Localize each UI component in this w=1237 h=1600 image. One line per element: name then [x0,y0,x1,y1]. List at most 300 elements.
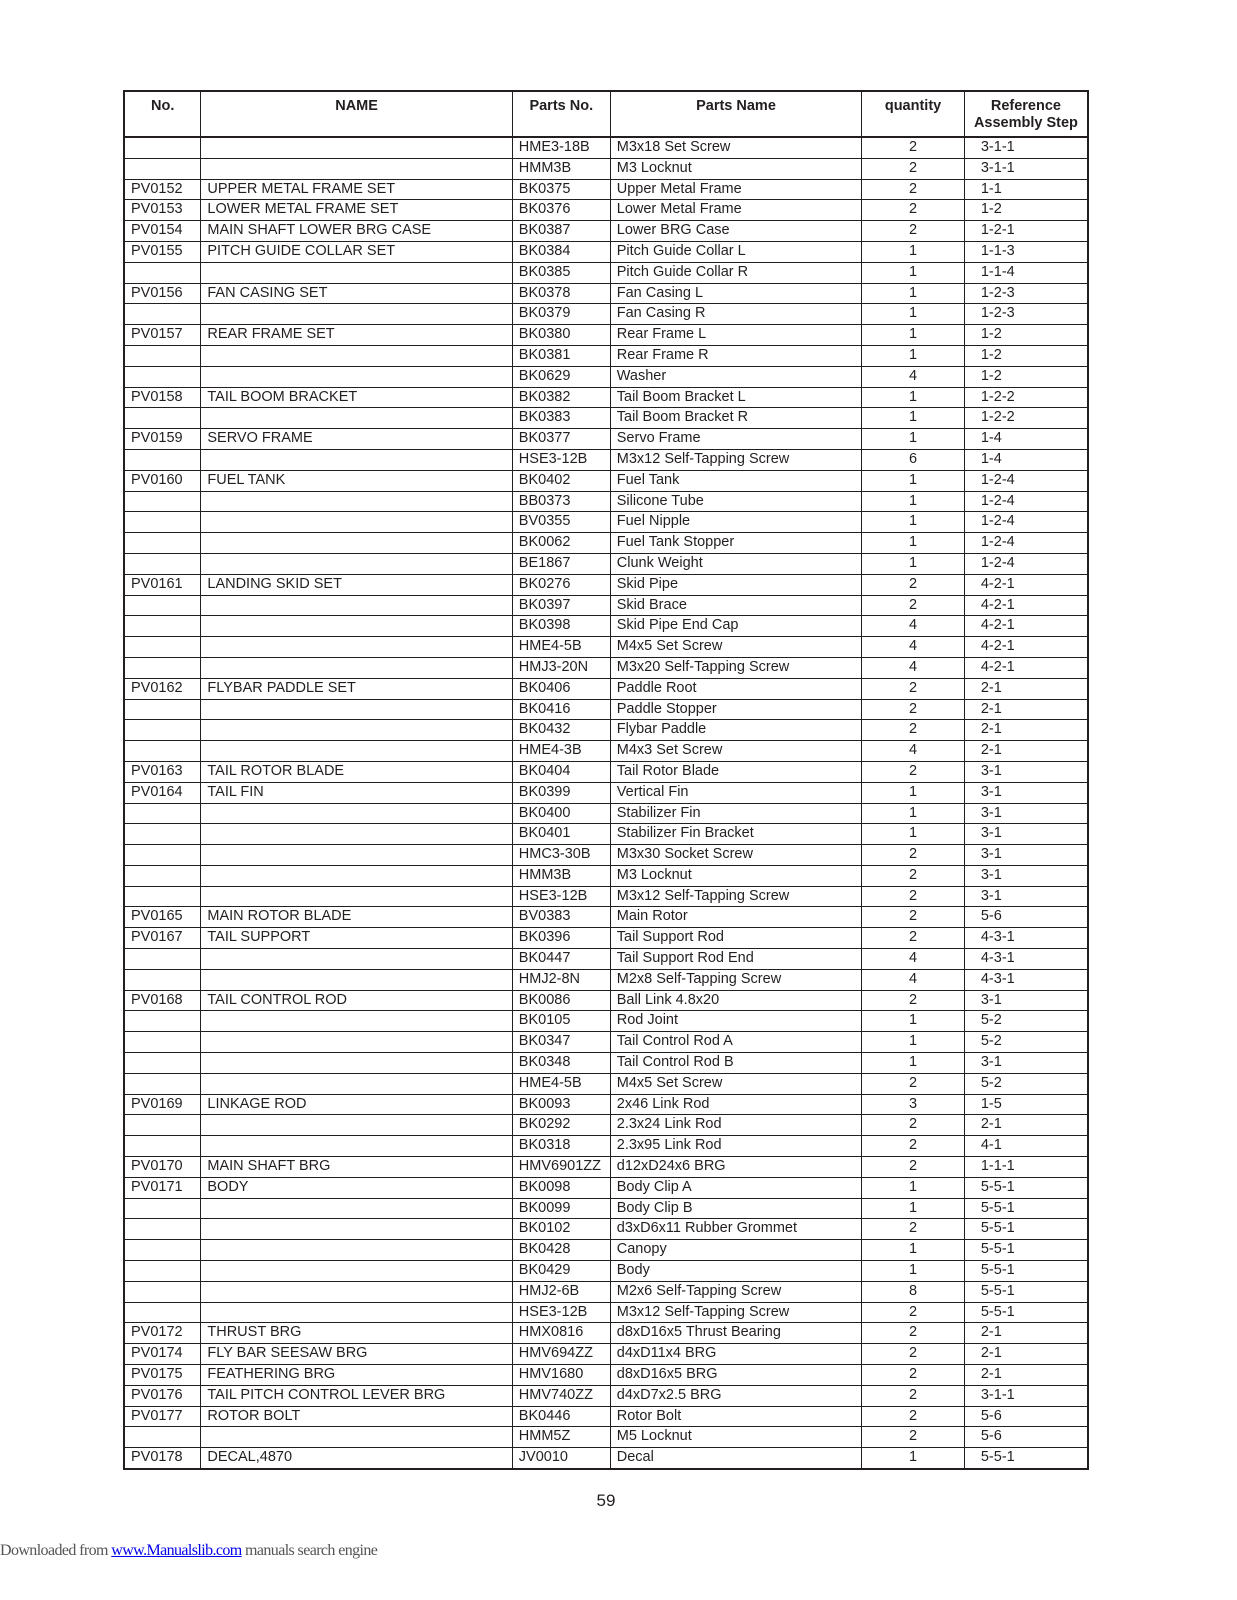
cell-parts-no: BK0406 [512,678,610,699]
cell-name [201,491,512,512]
cell-no [124,1302,201,1323]
cell-reference-step: 1-2-4 [964,533,1088,554]
cell-no: PV0157 [124,325,201,346]
cell-parts-name: Servo Frame [610,429,861,450]
cell-reference-step: 2-1 [964,678,1088,699]
cell-quantity: 2 [862,221,965,242]
cell-name [201,1261,512,1282]
cell-parts-name: M3x30 Socket Screw [610,845,861,866]
cell-name [201,886,512,907]
cell-parts-no: HME4-5B [512,1073,610,1094]
cell-quantity: 1 [862,1448,965,1469]
cell-parts-name: Stabilizer Fin Bracket [610,824,861,845]
table-row [124,845,1088,866]
table-row [124,1365,1088,1386]
cell-parts-no: BK0401 [512,824,610,845]
cell-reference-step: 1-5 [964,1094,1088,1115]
cell-parts-no: HMM3B [512,865,610,886]
cell-reference-step: 4-2-1 [964,616,1088,637]
table-row [124,1198,1088,1219]
cell-no [124,949,201,970]
cell-quantity: 4 [862,637,965,658]
cell-parts-no: BK0098 [512,1177,610,1198]
cell-reference-step: 1-2-3 [964,304,1088,325]
cell-parts-no: BV0383 [512,907,610,928]
cell-parts-name: Tail Support Rod [610,928,861,949]
cell-reference-step: 5-5-1 [964,1281,1088,1302]
parts-table [123,90,1089,1470]
cell-parts-no: BK0381 [512,345,610,366]
cell-no: PV0164 [124,782,201,803]
table-row [124,1115,1088,1136]
cell-quantity: 2 [862,574,965,595]
cell-parts-name: Vertical Fin [610,782,861,803]
cell-quantity: 1 [862,1177,965,1198]
table-row [124,1448,1088,1469]
cell-parts-no: BK0379 [512,304,610,325]
manualslib-link[interactable]: www.Manualslib.com [111,1542,242,1559]
cell-parts-name: Paddle Root [610,678,861,699]
table-row [124,824,1088,845]
table-row [124,1323,1088,1344]
cell-parts-no: BK0416 [512,699,610,720]
cell-quantity: 1 [862,1011,965,1032]
cell-name [201,262,512,283]
cell-parts-name: Ball Link 4.8x20 [610,990,861,1011]
cell-name: LINKAGE ROD [201,1094,512,1115]
cell-no [124,533,201,554]
cell-parts-name: M3x12 Self-Tapping Screw [610,886,861,907]
table-row [124,221,1088,242]
cell-no [124,512,201,533]
cell-parts-no: BK0384 [512,241,610,262]
cell-quantity: 1 [862,1240,965,1261]
cell-name: TAIL ROTOR BLADE [201,761,512,782]
cell-name: TAIL PITCH CONTROL LEVER BRG [201,1385,512,1406]
cell-name [201,1198,512,1219]
cell-parts-no: BK0348 [512,1053,610,1074]
cell-quantity: 3 [862,1094,965,1115]
cell-parts-name: M2x6 Self-Tapping Screw [610,1281,861,1302]
cell-no [124,1219,201,1240]
cell-reference-step: 1-2 [964,366,1088,387]
cell-reference-step: 1-2-1 [964,221,1088,242]
cell-name [201,865,512,886]
cell-no: PV0152 [124,179,201,200]
cell-name [201,137,512,158]
cell-parts-name: Tail Support Rod End [610,949,861,970]
cell-name [201,699,512,720]
cell-reference-step: 1-2 [964,345,1088,366]
cell-no: PV0170 [124,1157,201,1178]
cell-reference-step: 4-2-1 [964,595,1088,616]
cell-parts-no: HSE3-12B [512,886,610,907]
cell-name: LOWER METAL FRAME SET [201,200,512,221]
cell-quantity: 2 [862,1365,965,1386]
table-row [124,616,1088,637]
cell-no: PV0163 [124,761,201,782]
cell-reference-step: 5-2 [964,1032,1088,1053]
cell-no: PV0178 [124,1448,201,1469]
cell-reference-step: 5-6 [964,907,1088,928]
cell-parts-name: Body [610,1261,861,1282]
cell-no: PV0165 [124,907,201,928]
cell-parts-name: d4xD7x2.5 BRG [610,1385,861,1406]
cell-parts-no: BK0400 [512,803,610,824]
cell-reference-step: 3-1 [964,845,1088,866]
cell-parts-no: BK0447 [512,949,610,970]
cell-no [124,824,201,845]
table-row [124,1053,1088,1074]
cell-parts-name: d4xD11x4 BRG [610,1344,861,1365]
cell-no: PV0155 [124,241,201,262]
cell-parts-name: M3 Locknut [610,865,861,886]
cell-reference-step: 2-1 [964,1323,1088,1344]
cell-no [124,304,201,325]
cell-parts-name: M3x12 Self-Tapping Screw [610,449,861,470]
cell-reference-step: 1-2-4 [964,470,1088,491]
cell-parts-no: HME4-3B [512,741,610,762]
table-row [124,1385,1088,1406]
cell-parts-name: 2.3x95 Link Rod [610,1136,861,1157]
cell-no: PV0168 [124,990,201,1011]
cell-no [124,1198,201,1219]
cell-parts-no: BK0380 [512,325,610,346]
cell-reference-step: 2-1 [964,1115,1088,1136]
cell-no: PV0160 [124,470,201,491]
cell-reference-step: 4-3-1 [964,969,1088,990]
cell-quantity: 2 [862,1385,965,1406]
cell-no: PV0176 [124,1385,201,1406]
cell-reference-step: 5-2 [964,1073,1088,1094]
cell-reference-step: 3-1-1 [964,158,1088,179]
cell-parts-no: BK0375 [512,179,610,200]
cell-name: TAIL FIN [201,782,512,803]
cell-quantity: 1 [862,553,965,574]
table-row [124,1281,1088,1302]
cell-quantity: 1 [862,283,965,304]
cell-parts-no: BK0428 [512,1240,610,1261]
cell-parts-name: Tail Boom Bracket R [610,408,861,429]
cell-name [201,533,512,554]
cell-reference-step: 3-1 [964,803,1088,824]
cell-reference-step: 3-1 [964,990,1088,1011]
cell-no [124,1136,201,1157]
cell-quantity: 1 [862,782,965,803]
cell-quantity: 1 [862,345,965,366]
table-row [124,491,1088,512]
cell-name: DECAL,4870 [201,1448,512,1469]
cell-quantity: 2 [862,1323,965,1344]
cell-parts-name: 2x46 Link Rod [610,1094,861,1115]
cell-parts-name: Fan Casing R [610,304,861,325]
header-no: No. [124,91,201,137]
cell-quantity: 2 [862,845,965,866]
cell-parts-no: BK0446 [512,1406,610,1427]
cell-reference-step: 1-2-4 [964,491,1088,512]
cell-reference-step: 5-5-1 [964,1302,1088,1323]
cell-reference-step: 3-1-1 [964,1385,1088,1406]
cell-reference-step: 2-1 [964,741,1088,762]
cell-parts-no: JV0010 [512,1448,610,1469]
table-row [124,907,1088,928]
cell-parts-no: HMM5Z [512,1427,610,1448]
header-name: NAME [201,91,512,137]
cell-parts-name: Pitch Guide Collar L [610,241,861,262]
cell-no: PV0162 [124,678,201,699]
cell-reference-step: 5-5-1 [964,1198,1088,1219]
cell-quantity: 2 [862,1136,965,1157]
table-row [124,1261,1088,1282]
table-row [124,262,1088,283]
cell-no [124,741,201,762]
cell-quantity: 1 [862,429,965,450]
cell-name: MAIN SHAFT BRG [201,1157,512,1178]
cell-parts-name: Body Clip A [610,1177,861,1198]
cell-parts-name: Rotor Bolt [610,1406,861,1427]
table-row [124,325,1088,346]
cell-name [201,408,512,429]
cell-parts-no: HMC3-30B [512,845,610,866]
cell-parts-no: HMV740ZZ [512,1385,610,1406]
cell-reference-step: 1-4 [964,429,1088,450]
cell-reference-step: 2-1 [964,1344,1088,1365]
cell-parts-name: Paddle Stopper [610,699,861,720]
cell-parts-no: HMJ2-6B [512,1281,610,1302]
cell-parts-no: BK0396 [512,928,610,949]
table-row [124,1094,1088,1115]
cell-quantity: 1 [862,408,965,429]
cell-parts-name: Rod Joint [610,1011,861,1032]
cell-reference-step: 5-5-1 [964,1261,1088,1282]
cell-quantity: 4 [862,616,965,637]
cell-reference-step: 5-5-1 [964,1219,1088,1240]
cell-quantity: 2 [862,699,965,720]
header-parts-no: Parts No. [512,91,610,137]
cell-parts-name: Tail Boom Bracket L [610,387,861,408]
table-row [124,283,1088,304]
cell-no: PV0167 [124,928,201,949]
cell-no [124,1427,201,1448]
table-row [124,408,1088,429]
cell-quantity: 1 [862,824,965,845]
cell-parts-name: M4x5 Set Screw [610,1073,861,1094]
cell-parts-name: Skid Pipe [610,574,861,595]
cell-reference-step: 1-1-1 [964,1157,1088,1178]
cell-parts-name: Canopy [610,1240,861,1261]
cell-quantity: 2 [862,907,965,928]
cell-quantity: 2 [862,1219,965,1240]
cell-reference-step: 1-1-3 [964,241,1088,262]
footer-suffix: manuals search engine [241,1542,378,1559]
cell-no: PV0177 [124,1406,201,1427]
cell-parts-name: d8xD16x5 BRG [610,1365,861,1386]
cell-parts-name: d12xD24x6 BRG [610,1157,861,1178]
cell-no: PV0169 [124,1094,201,1115]
table-row [124,1344,1088,1365]
cell-quantity: 2 [862,200,965,221]
cell-quantity: 4 [862,741,965,762]
cell-name [201,741,512,762]
cell-name: MAIN ROTOR BLADE [201,907,512,928]
cell-quantity: 1 [862,262,965,283]
cell-parts-no: BK0383 [512,408,610,429]
table-body [124,137,1088,1469]
cell-parts-no: BK0385 [512,262,610,283]
cell-parts-no: BK0378 [512,283,610,304]
cell-quantity: 1 [862,325,965,346]
table-row [124,345,1088,366]
cell-quantity: 4 [862,366,965,387]
cell-parts-no: HMJ2-8N [512,969,610,990]
cell-name: TAIL SUPPORT [201,928,512,949]
cell-no [124,1032,201,1053]
cell-reference-step: 5-2 [964,1011,1088,1032]
cell-no [124,1011,201,1032]
cell-parts-name: Tail Rotor Blade [610,761,861,782]
cell-name: BODY [201,1177,512,1198]
cell-no [124,616,201,637]
cell-reference-step: 3-1 [964,824,1088,845]
header-reference-step: Reference Assembly Step [964,91,1088,137]
cell-no [124,137,201,158]
cell-quantity: 4 [862,969,965,990]
cell-reference-step: 2-1 [964,1365,1088,1386]
table-row [124,1406,1088,1427]
cell-no [124,449,201,470]
table-row [124,637,1088,658]
cell-parts-name: Rear Frame L [610,325,861,346]
cell-parts-name: Lower BRG Case [610,221,861,242]
cell-no [124,637,201,658]
cell-quantity: 2 [862,179,965,200]
cell-no [124,553,201,574]
cell-name: PITCH GUIDE COLLAR SET [201,241,512,262]
cell-no [124,803,201,824]
cell-no [124,158,201,179]
cell-name [201,1115,512,1136]
table-row [124,803,1088,824]
cell-name [201,1136,512,1157]
cell-parts-no: BB0373 [512,491,610,512]
cell-quantity: 2 [862,1427,965,1448]
cell-parts-no: BK0398 [512,616,610,637]
cell-name: FEATHERING BRG [201,1365,512,1386]
cell-reference-step: 5-5-1 [964,1240,1088,1261]
cell-no: PV0154 [124,221,201,242]
cell-no [124,1240,201,1261]
cell-name: TAIL CONTROL ROD [201,990,512,1011]
cell-reference-step: 1-4 [964,449,1088,470]
cell-parts-name: M4x3 Set Screw [610,741,861,762]
cell-reference-step: 5-6 [964,1406,1088,1427]
cell-parts-no: BK0404 [512,761,610,782]
cell-parts-name: Tail Control Rod A [610,1032,861,1053]
table-row [124,1011,1088,1032]
cell-quantity: 2 [862,158,965,179]
cell-parts-no: BK0086 [512,990,610,1011]
cell-name [201,345,512,366]
cell-parts-name: Fuel Tank Stopper [610,533,861,554]
cell-name [201,304,512,325]
cell-name [201,553,512,574]
cell-parts-no: HSE3-12B [512,1302,610,1323]
cell-no [124,1115,201,1136]
cell-parts-no: HSE3-12B [512,449,610,470]
table-row [124,366,1088,387]
cell-name: ROTOR BOLT [201,1406,512,1427]
cell-name [201,1427,512,1448]
table-row [124,865,1088,886]
cell-quantity: 4 [862,949,965,970]
table-row [124,304,1088,325]
cell-quantity: 2 [862,1344,965,1365]
cell-parts-no: BK0102 [512,1219,610,1240]
cell-parts-no: BK0382 [512,387,610,408]
table-row [124,1240,1088,1261]
cell-reference-step: 4-2-1 [964,637,1088,658]
cell-reference-step: 4-1 [964,1136,1088,1157]
cell-name [201,969,512,990]
cell-parts-name: M3 Locknut [610,158,861,179]
cell-name: TAIL BOOM BRACKET [201,387,512,408]
table-row [124,741,1088,762]
cell-quantity: 1 [862,241,965,262]
cell-no [124,491,201,512]
cell-parts-no: BK0347 [512,1032,610,1053]
cell-quantity: 1 [862,1032,965,1053]
cell-name [201,1281,512,1302]
cell-no: PV0174 [124,1344,201,1365]
cell-parts-name: 2.3x24 Link Rod [610,1115,861,1136]
cell-no [124,969,201,990]
cell-reference-step: 4-2-1 [964,574,1088,595]
cell-name: SERVO FRAME [201,429,512,450]
cell-quantity: 2 [862,1157,965,1178]
cell-name [201,949,512,970]
cell-name: FLYBAR PADDLE SET [201,678,512,699]
cell-no [124,845,201,866]
cell-reference-step: 1-2-3 [964,283,1088,304]
cell-reference-step: 3-1 [964,1053,1088,1074]
cell-reference-step: 1-2 [964,200,1088,221]
table-row [124,720,1088,741]
table-row [124,1136,1088,1157]
cell-quantity: 2 [862,720,965,741]
cell-parts-name: M5 Locknut [610,1427,861,1448]
cell-parts-no: HMX0816 [512,1323,610,1344]
cell-quantity: 2 [862,1302,965,1323]
cell-name: FAN CASING SET [201,283,512,304]
cell-quantity: 2 [862,990,965,1011]
table-row [124,387,1088,408]
cell-parts-no: BK0402 [512,470,610,491]
cell-parts-no: BK0376 [512,200,610,221]
table-row [124,241,1088,262]
cell-parts-name: Decal [610,1448,861,1469]
table-row [124,761,1088,782]
table-row [124,990,1088,1011]
download-footer [0,1542,377,1560]
cell-no [124,345,201,366]
cell-parts-name: Rear Frame R [610,345,861,366]
cell-name [201,824,512,845]
table-row [124,1073,1088,1094]
cell-parts-no: HMM3B [512,158,610,179]
cell-reference-step: 1-2-2 [964,408,1088,429]
cell-name: LANDING SKID SET [201,574,512,595]
cell-no [124,1281,201,1302]
